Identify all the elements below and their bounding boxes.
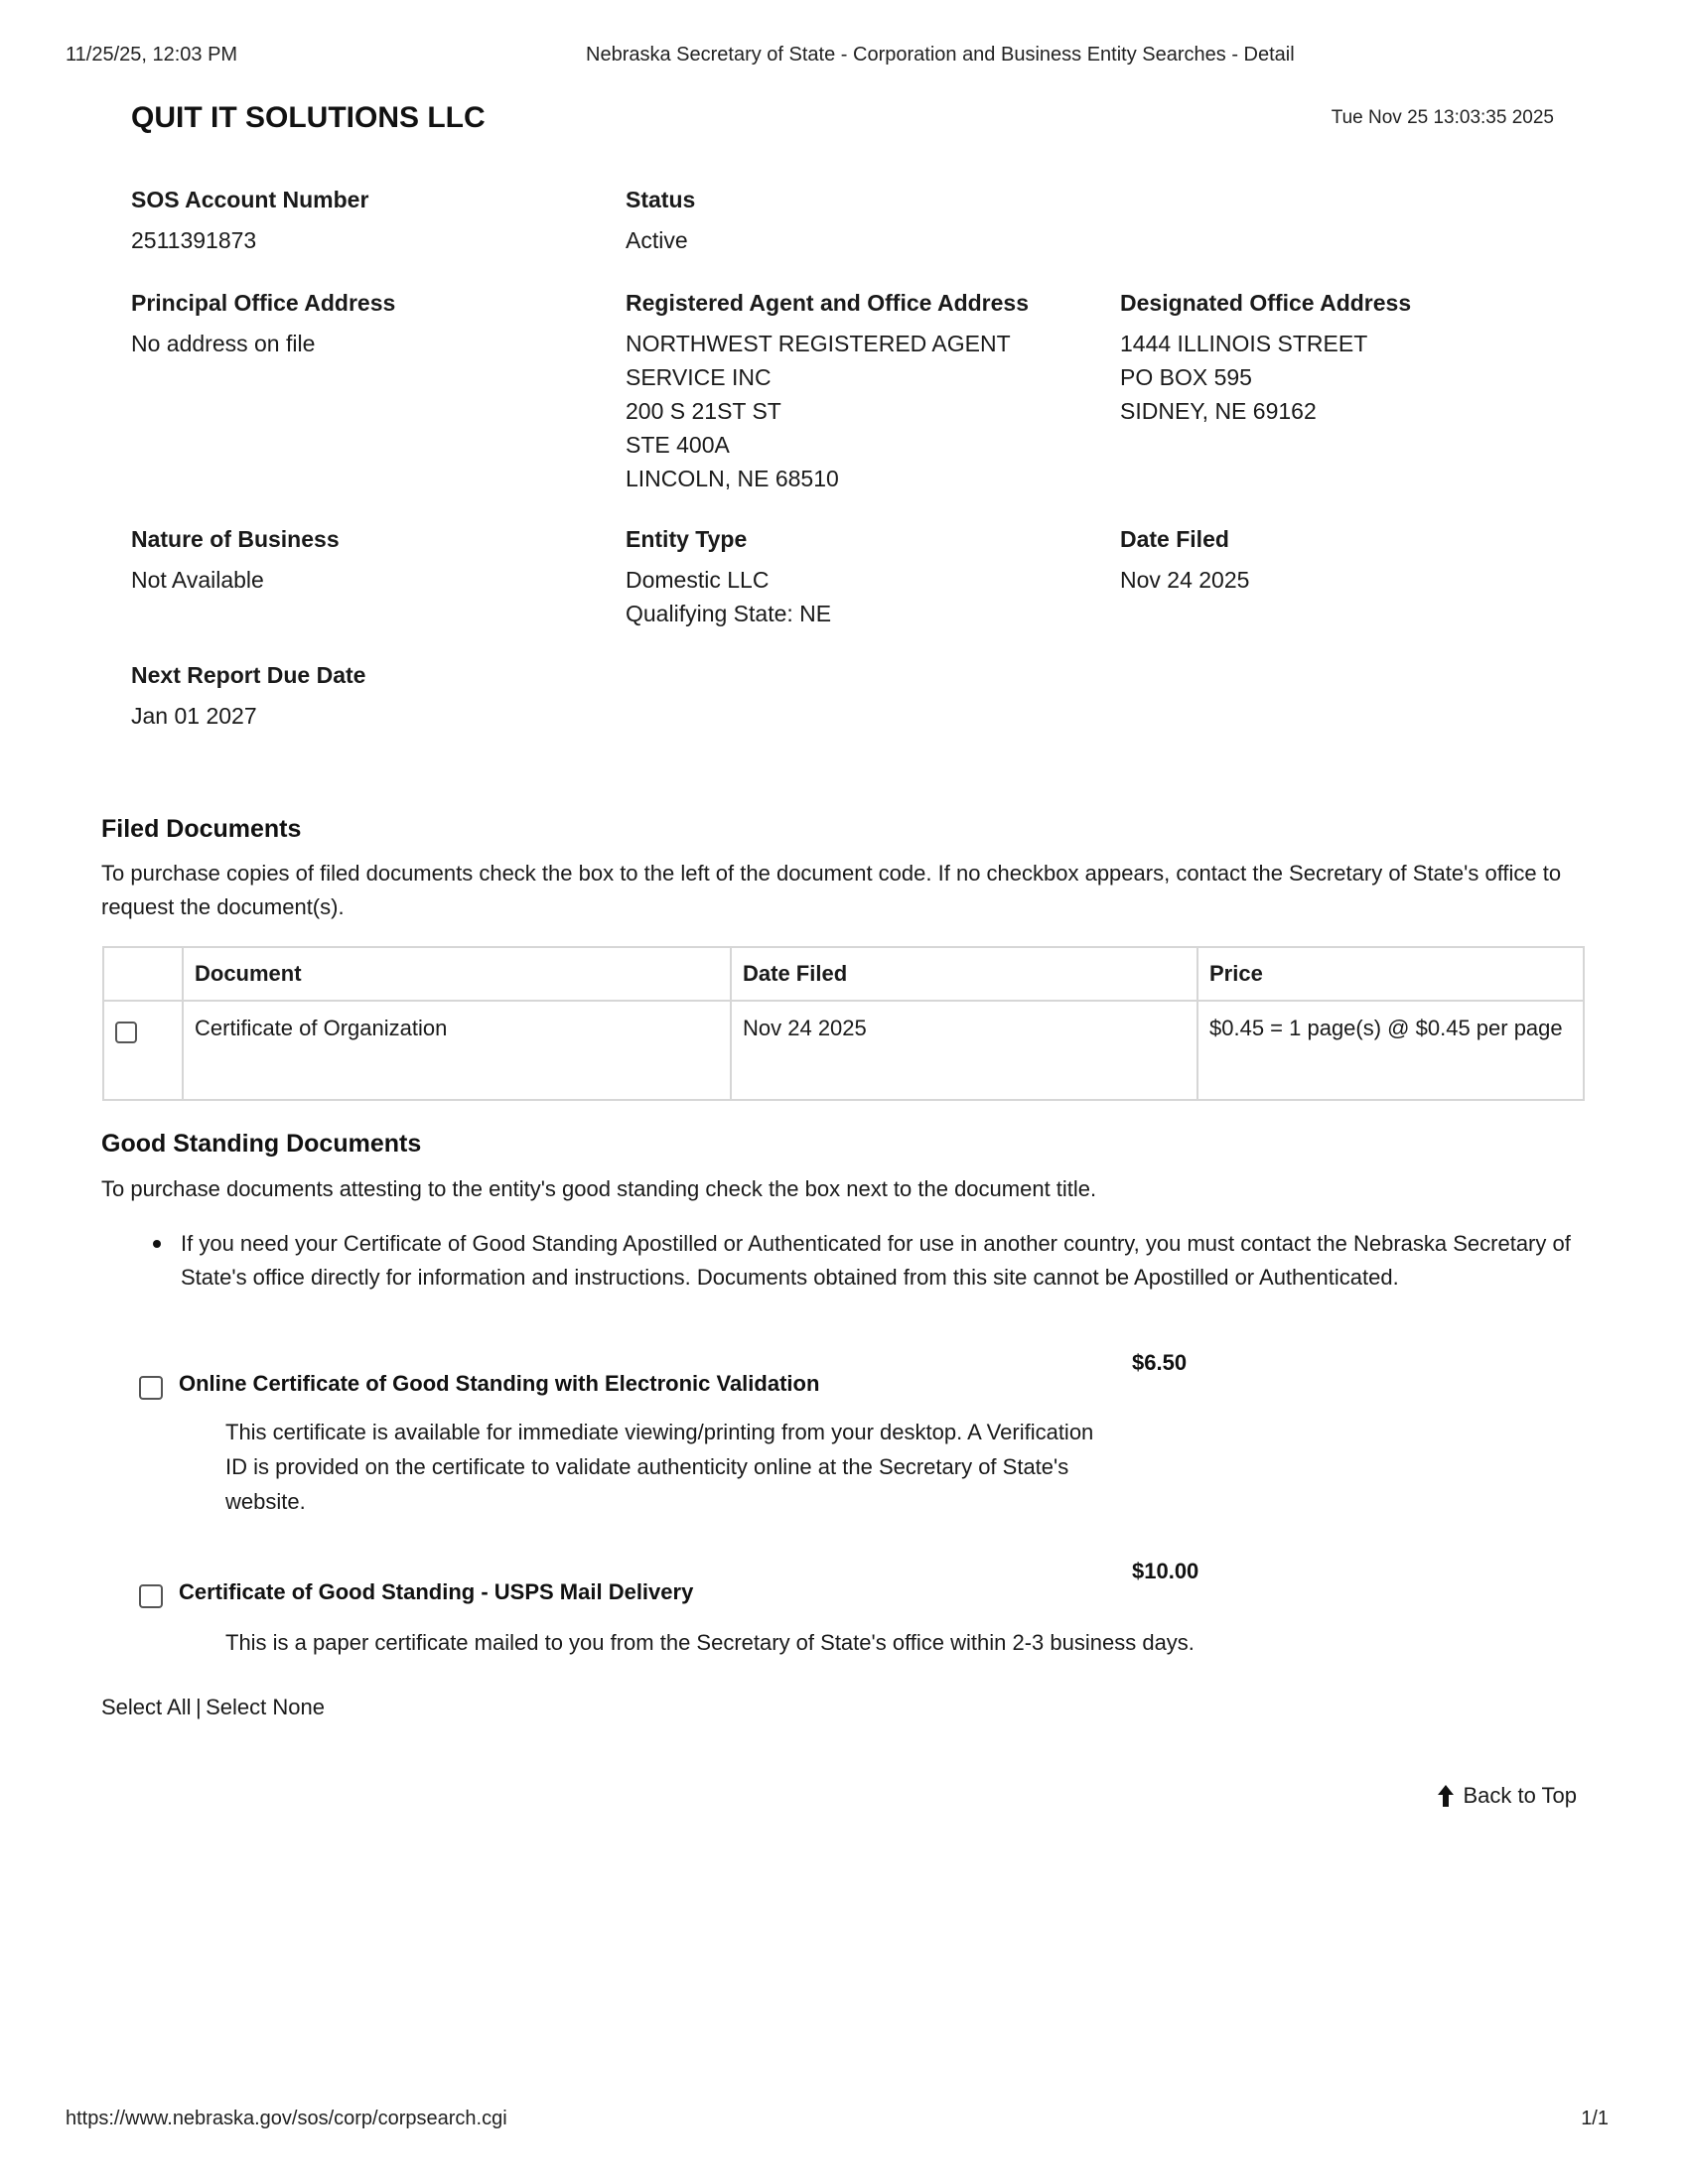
document-checkbox-cell: [103, 1001, 183, 1100]
date-filed-column-header: Date Filed: [731, 947, 1197, 1001]
price-cell: $0.45 = 1 page(s) @ $0.45 per page: [1197, 1001, 1584, 1100]
nature-of-business-label: Nature of Business: [131, 526, 340, 552]
print-page-title: Nebraska Secretary of State - Corporation and Business Entity Searches - Detail: [586, 44, 1295, 66]
select-all-link[interactable]: Select All: [101, 1695, 192, 1719]
online-certificate-description: This certificate is available for immediate viewing/printing from your desktop. A Verification ID is provided on the certificate to validate authenticity online at the Secretary of State's website.: [225, 1420, 1094, 1514]
principal-office-line: No address on file: [131, 331, 316, 356]
status-field: [626, 187, 695, 257]
registered-agent-line: SERVICE INC: [626, 364, 772, 390]
print-footer-page: 1/1: [1581, 2108, 1609, 2129]
designated-office-line: 1444 ILLINOIS STREET: [1120, 331, 1368, 356]
entity-name: QUIT IT SOLUTIONS LLC: [131, 101, 486, 134]
good-standing-instructions: To purchase documents attesting to the entity's good standing check the box next to the document title.: [101, 1176, 1097, 1201]
bullet-icon: [153, 1240, 161, 1248]
back-to-top-label: Back to Top: [1463, 1783, 1577, 1808]
date-filed-value: Nov 24 2025: [1120, 567, 1250, 593]
back-to-top-link[interactable]: [1437, 1783, 1577, 1809]
document-checkbox[interactable]: [115, 1022, 137, 1043]
online-certificate-price: $6.50: [1132, 1350, 1188, 1375]
registered-agent-line: NORTHWEST REGISTERED AGENT: [626, 331, 1011, 356]
principal-office-field: [131, 290, 395, 360]
detail-timestamp: Tue Nov 25 13:03:35 2025: [1331, 107, 1554, 128]
print-footer-url: https://www.nebraska.gov/sos/corp/corpsearch.cgi: [66, 2108, 507, 2129]
date-filed-field: [1120, 526, 1249, 597]
registered-agent-field: [626, 290, 1029, 495]
nature-of-business-value: Not Available: [131, 567, 264, 593]
entity-type-line: Qualifying State: NE: [626, 601, 832, 626]
table-row: [103, 1001, 1584, 1100]
designated-office-line: PO BOX 595: [1120, 364, 1252, 390]
registered-agent-line: LINCOLN, NE 68510: [626, 466, 839, 491]
entity-type-line: Domestic LLC: [626, 567, 770, 593]
registered-agent-line: 200 S 21ST ST: [626, 398, 781, 424]
next-report-field: [131, 662, 365, 733]
registered-agent-label: Registered Agent and Office Address: [626, 290, 1029, 316]
filed-documents-instructions: To purchase copies of filed documents check the box to the left of the document code. If no checkbox appears, contact the Secretary of State's office to request the document(s).: [101, 861, 1562, 919]
apostille-notice: If you need your Certificate of Good Standing Apostilled or Authenticated for use in another country, you must contact the Nebraska Secretary of State's office directly for information and instructions. Documents obtained from this site cannot be Apostilled or Authenticated.: [181, 1231, 1571, 1290]
arrow-up-icon: [1437, 1784, 1455, 1808]
select-none-link[interactable]: Select None: [206, 1695, 325, 1719]
designated-office-label: Designated Office Address: [1120, 290, 1412, 316]
select-links: [101, 1695, 325, 1720]
print-datetime: 11/25/25, 12:03 PM: [66, 44, 238, 66]
online-certificate-title: Online Certificate of Good Standing with Electronic Validation: [179, 1371, 820, 1396]
good-standing-title: Good Standing Documents: [101, 1130, 422, 1158]
checkbox-column-header: [103, 947, 183, 1001]
next-report-value: Jan 01 2027: [131, 703, 257, 729]
document-cell: Certificate of Organization: [183, 1001, 731, 1100]
entity-type-label: Entity Type: [626, 526, 748, 552]
date-filed-label: Date Filed: [1120, 526, 1229, 552]
online-certificate-checkbox[interactable]: [139, 1376, 163, 1400]
mail-certificate-description: This is a paper certificate mailed to you from the Secretary of State's office within 2-3 business days.: [225, 1630, 1195, 1655]
entity-type-field: [626, 526, 831, 630]
date-filed-cell: Nov 24 2025: [731, 1001, 1197, 1100]
filed-documents-title: Filed Documents: [101, 815, 302, 843]
next-report-label: Next Report Due Date: [131, 662, 366, 688]
status-value: Active: [626, 227, 688, 253]
sos-account-field: [131, 187, 368, 257]
filed-documents-table: [102, 946, 1585, 1101]
status-label: Status: [626, 187, 696, 212]
sos-account-label: SOS Account Number: [131, 187, 369, 212]
designated-office-line: SIDNEY, NE 69162: [1120, 398, 1317, 424]
price-column-header: Price: [1197, 947, 1584, 1001]
principal-office-label: Principal Office Address: [131, 290, 396, 316]
nature-of-business-field: [131, 526, 340, 597]
table-header-row: [103, 947, 1584, 1001]
designated-office-field: [1120, 290, 1411, 428]
mail-certificate-checkbox[interactable]: [139, 1584, 163, 1608]
mail-certificate-price: $10.00: [1132, 1559, 1199, 1583]
registered-agent-line: STE 400A: [626, 432, 730, 458]
sos-account-value: 2511391873: [131, 227, 257, 253]
document-column-header: Document: [183, 947, 731, 1001]
select-separator: |: [195, 1695, 202, 1719]
mail-certificate-title: Certificate of Good Standing - USPS Mail Delivery: [179, 1579, 694, 1604]
